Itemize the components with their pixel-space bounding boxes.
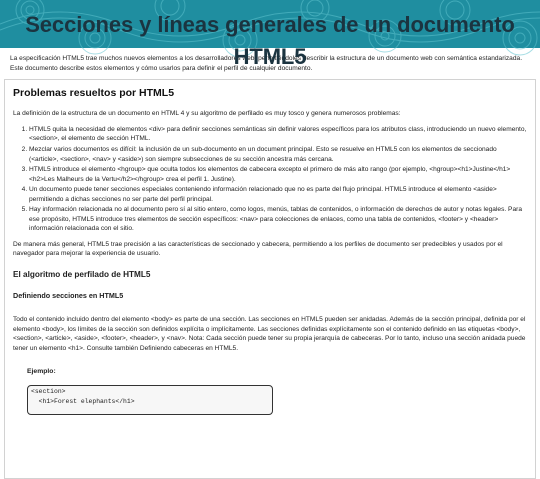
list-item: 5. Hay información relacionada no al documento pero sí al sitio entero, como logos, menús, tablas de contenidos, o información de derechos de autor y notas legales. Para ese propósito, HTML5 introduce tres elementos de sección específicos: <nav> para colecciones de enlaces, como una tabla de contenidos, <footer> y <header> información relacionada con el sitio. xyxy=(29,205,527,234)
code-line: <section> xyxy=(31,388,66,396)
page-title: Secciones y líneas generales de un documento HTML5 xyxy=(25,12,515,69)
problems-closing: De manera más general, HTML5 trae precisión a las características de seccionado y cabecera, permitiendo a los perfiles de documento ser predecibles y usados por el navegador para mejorar la experiencia de usuario. xyxy=(13,240,503,258)
code-line: <h1>Forest elephants</h1> xyxy=(31,397,135,405)
content-box xyxy=(4,79,536,479)
problems-heading: Problemas resueltos por HTML5 xyxy=(13,87,175,100)
list-item: 2. Mezclar varios documentos es difícil: la inclusión de un sub-documento en un document principal. Esto se resuelve en HTML5 con los elementos de seccionado (<article>, <section>, <nav> y <aside>) son siempre subsecciones de su sección ancestra más cercana. xyxy=(29,145,527,164)
list-item: 1. HTML5 quita la necesidad de elementos <div> para definir secciones semánticas sin definir valores específicos para los atributos class, introduciendo un nuevo elemento, <section>, el elemento de sección HTML. xyxy=(29,125,527,144)
list-item: 3. HTML5 introduce el elemento <hgroup> que oculta todos los elementos de cabecera excepto el primero de más alto rango (por ejemplo, <hgroup><h1>Justine</h1><h2>Les Malheurs de la Vertu</h2></hgroup> crea el perfil 1. Justine). xyxy=(29,165,527,184)
sections-subheading: Definiendo secciones en HTML5 xyxy=(13,290,124,300)
example-label: Ejemplo: xyxy=(27,368,56,376)
algorithm-heading: El algoritmo de perfilado de HTML5 xyxy=(13,269,151,279)
code-block xyxy=(27,385,273,415)
problems-list xyxy=(13,125,527,234)
problems-intro: La definición de la estructura de un documento en HTML 4 y su algoritmo de perfilado es muy tosco y genera numerosos problemas: xyxy=(13,110,401,118)
list-item: 4. Un documento puede tener secciones especiales conteniendo información relacionado que no es parte del flujo principal. HTML5 introduce el elemento <aside> permitiendo a dichas secciones no ser parte del perfil principal. xyxy=(29,185,527,204)
intro-paragraph: La especificación HTML5 trae muchos nuevos elementos a los desarrolladores web, permitiéndoles describir la estructura de un documento web con semántica estandarizada. Este documento describe estos elementos y cómo usarlos para definir el perfil de cualquier documento. xyxy=(10,55,523,72)
algorithm-body: Todo el contenido incluido dentro del elemento <body> es parte de una sección. Las secciones en HTML5 pueden ser anidadas. Además de la sección principal, definida por el elemento <body>, los límites de la sección son definidos explícita o implícitamente. Las secciones definidas explícitamente son el contenido definido en las etiquetas <body>, <section>, <article>, <aside>, <footer>, <header>, y <nav>. Nota: Cada sección puede tener su propia jerarquía de cabeceras. Por lo tanto, incluso una sección anidada puede tener un elemento <h1>. Consulte también Definiendo cabeceras en HTML5. xyxy=(13,316,526,352)
